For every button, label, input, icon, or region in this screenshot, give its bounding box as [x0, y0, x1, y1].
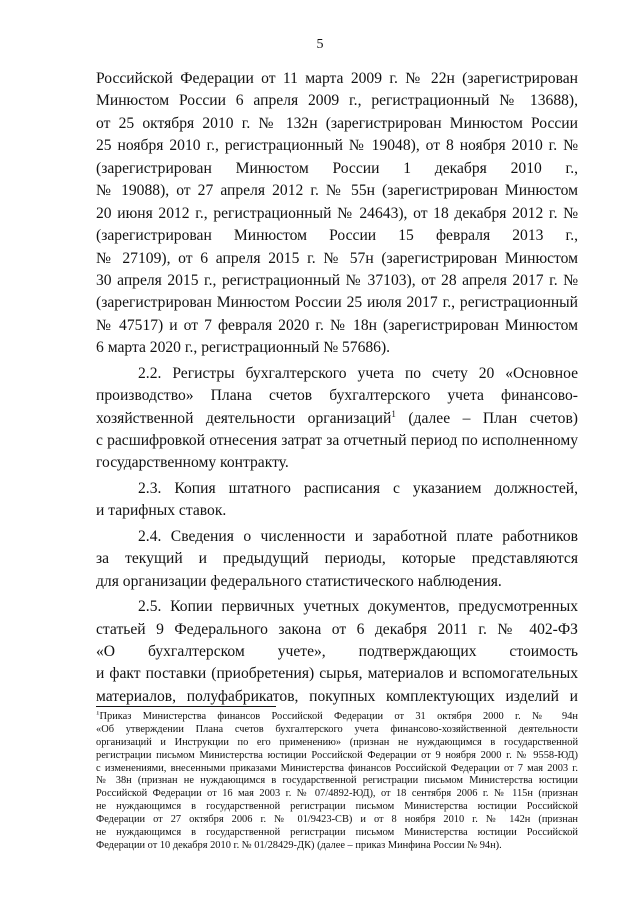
- text-line: 6 марта 2020 г., регистрационный № 57686).: [96, 339, 391, 357]
- text-line-with-footnote: [96, 408, 578, 430]
- text-line: и тарифных ставок.: [96, 502, 227, 520]
- footnote-line: организаций и Инструкции по его применению» (признан не нуждающимся в государственной: [96, 736, 578, 748]
- text-line: (зарегистрирован Минюстом России 15 февраля 2013 г.,: [96, 227, 578, 245]
- footnote-line: «Об утверждении Плана счетов бухгалтерского учета финансово-хозяйственной деятельности: [96, 723, 578, 735]
- text-line: 20 июня 2012 г., регистрационный № 24643), от 18 декабря 2012 г. №: [96, 204, 578, 222]
- footnote-line: Федерации от 27 октября 2006 г. № 01/9423-СВ) и от 8 ноября 2010 г. № 142н (признан: [96, 814, 578, 826]
- paragraph-2-2: [96, 363, 578, 475]
- text-line: № 27109), от 6 апреля 2015 г. № 57н (зарегистрирован Минюстом: [96, 249, 578, 267]
- paragraph-amendments: [96, 68, 578, 360]
- text-line: 2.4. Сведения о численности и заработной плате работников: [138, 527, 578, 545]
- paragraph-2-4: [96, 526, 578, 593]
- footnote-marker: 1: [391, 408, 396, 419]
- text-line: за текущий и предыдущий периоды, которые представляются: [96, 550, 578, 568]
- text-line: от 25 октября 2010 г. № 132н (зарегистрирован Минюстом России: [96, 114, 578, 132]
- text-line: (зарегистрирован Минюстом России 1 декабря 2010 г.,: [96, 159, 578, 177]
- text-fragment: (далее – План счетов): [395, 409, 578, 427]
- text-line: 2.3. Копия штатного расписания с указанием должностей,: [138, 479, 578, 497]
- footnote-line: не нуждающимся в государственной регистрации письмом Министерства юстиции Российской: [96, 827, 578, 839]
- text-line: (зарегистрирован Минюстом России 25 июля 2017 г., регистрационный: [96, 294, 578, 312]
- text-line: материалов, полуфабрикатов, покупных комплектующих изделий и: [96, 687, 578, 705]
- footnote-marker: 1: [96, 711, 100, 717]
- text-line: государственному контракту.: [96, 454, 289, 472]
- footnote-line: с изменениями, внесенными приказами Министерства финансов Российской Федерации от 7 мая 2003 г.: [96, 762, 578, 774]
- text-line: и факт поставки (приобретения) сырья, материалов и вспомогательных: [96, 665, 578, 683]
- text-line: 30 апреля 2015 г., регистрационный № 37103), от 28 апреля 2017 г. №: [96, 271, 578, 289]
- paragraph-2-3: [96, 478, 578, 523]
- text-line: производство» Плана счетов бухгалтерского учета финансово-: [96, 387, 578, 405]
- text-line: Российской Федерации от 11 марта 2009 г. № 22н (зарегистрирован: [96, 70, 578, 87]
- text-line: «О бухгалтерском учете», подтверждающих стоимость: [96, 642, 578, 660]
- footnote-line: Российской Федерации от 16 мая 2003 г. № 07/4892-ЮД), от 18 сентября 2006 г. № 115н (признан: [96, 788, 578, 800]
- text-line: с расшифровкой отнесения затрат за отчетный период по исполненному: [96, 432, 578, 449]
- page-number: 5: [316, 37, 324, 52]
- footnote-divider: [96, 706, 276, 707]
- text-line: статьей 9 Федерального закона от 6 декабря 2011 г. № 402-ФЗ: [96, 620, 578, 638]
- text-fragment: хозяйственной деятельности организаций: [96, 409, 392, 427]
- footnote-line: Федерации от 10 декабря 2010 г. № 01/28429-ДК) (далее – приказ Минфина России № 94н).: [96, 839, 502, 851]
- text-line: Минюстом России 6 апреля 2009 г., регистрационный № 13688),: [96, 92, 578, 110]
- footnote-text: Приказ Министерства финансов Российской Федерации от 31 октября 2000 г. № 94н: [99, 711, 578, 722]
- text-line: 2.2. Регистры бухгалтерского учета по счету 20 «Основное: [138, 364, 578, 382]
- text-line: 25 ноября 2010 г., регистрационный № 19048), от 8 ноября 2010 г. №: [96, 137, 578, 155]
- text-line: 2.5. Копии первичных учетных документов, предусмотренных: [138, 598, 578, 616]
- text-line: № 47517) и от 7 февраля 2020 г. № 18н (зарегистрирован Минюстом: [96, 316, 578, 334]
- footnote-line: [96, 711, 578, 724]
- document-body: [96, 68, 578, 708]
- footnote-line: регистрации письмом Министерства юстиции Российской Федерации от 9 ноября 2000 г. № 9558-ЮД): [96, 749, 578, 761]
- footnote-line: не нуждающимся в государственной регистрации письмом Министерства юстиции Российской: [96, 801, 578, 813]
- footnote: [96, 711, 578, 853]
- text-line: № 19088), от 27 апреля 2012 г. № 55н (зарегистрирован Минюстом: [96, 182, 578, 200]
- footnote-line: № 38н (признан не нуждающимся в государственной регистрации письмом Министерства юстиции: [96, 775, 578, 787]
- paragraph-2-5: [96, 596, 578, 708]
- text-line: для организации федерального статистического наблюдения.: [96, 572, 502, 590]
